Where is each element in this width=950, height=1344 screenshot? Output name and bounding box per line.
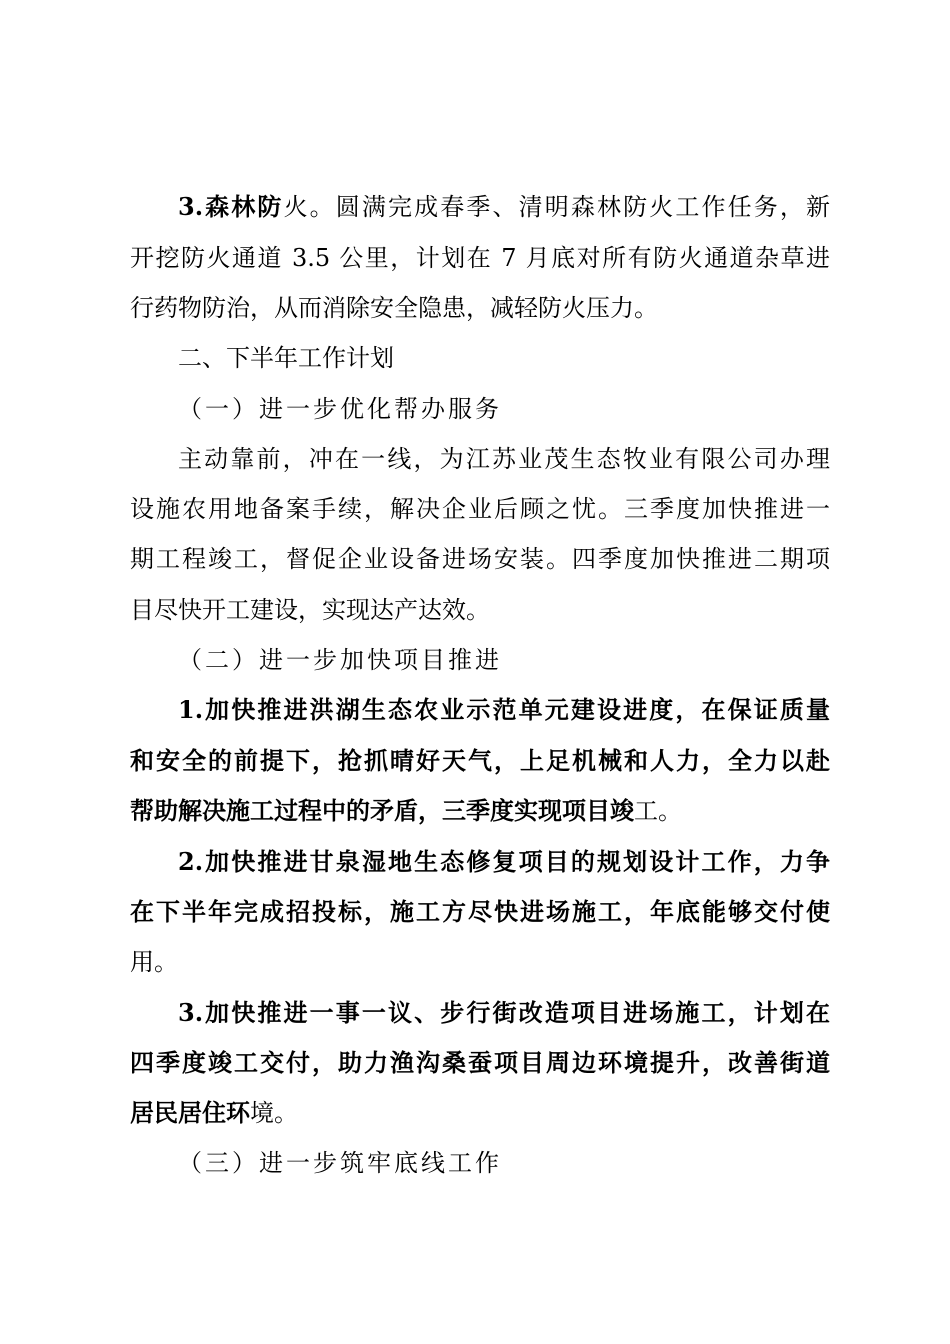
item-3-line-3 [130,1098,830,1128]
subsection-3-title: （三）进一步筑牢底线工作 [178,1149,502,1177]
item-1-line-2: 和安全的前提下，抢抓晴好天气，上足机械和人力，全力以赴 [130,746,830,775]
forest-fire-line-1 [178,192,830,222]
item-2-line-3: 用。 [130,948,178,976]
subsection-1-title: （一）进一步优化帮办服务 [178,395,502,423]
service-line-3: 期工程竣工，督促企业设备进场安装。四季度加快推进二期项 [130,545,830,573]
item-number: 3. [178,192,204,221]
item-2-line-1: 2.加快推进甘泉湿地生态修复项目的规划设计工作，力争 [178,847,830,876]
item-3-line-1: 3.加快推进一事一议、步行街改造项目进场施工，计划在 [178,998,830,1027]
service-line-2: 设施农用地备案手续，解决企业后顾之忧。三季度加快推进一 [130,495,830,523]
item-3-line-2: 四季度竣工交付，助力渔沟桑蚕项目周边环境提升，改善街道 [130,1048,830,1077]
forest-fire-line-3: 行药物防治，从而消除安全隐患，减轻防火压力。 [130,294,658,322]
forest-fire-heading: 森林防 [203,192,284,221]
service-line-4: 目尽快开工建设，实现达产达效。 [130,596,490,624]
item-3-line-3-end: 境。 [250,1099,298,1127]
service-line-1: 主动靠前，冲在一线，为江苏业茂生态牧业有限公司办理 [178,445,830,473]
item-3-line-3-bold: 居民居住环 [130,1098,250,1127]
item-2-line-2: 在下半年完成招投标，施工方尽快进场施工，年底能够交付使 [130,897,830,926]
forest-fire-line-2: 开挖防火通道 3.5 公里，计划在 7 月底对所有防火通道杂草进 [130,244,830,272]
section-heading-plan: 二、下半年工作计划 [178,344,394,372]
item-1-line-1: 1.加快推进洪湖生态农业示范单元建设进度，在保证质量 [178,695,830,724]
item-1-line-3-end: 工。 [634,797,682,825]
forest-fire-text: 火。圆满完成春季、清明森林防火工作任务，新 [283,193,831,221]
item-1-line-3 [130,796,830,826]
item-1-line-3-bold: 帮助解决施工过程中的矛盾，三季度实现项目竣 [130,796,634,825]
subsection-2-title: （二）进一步加快项目推进 [178,646,502,674]
